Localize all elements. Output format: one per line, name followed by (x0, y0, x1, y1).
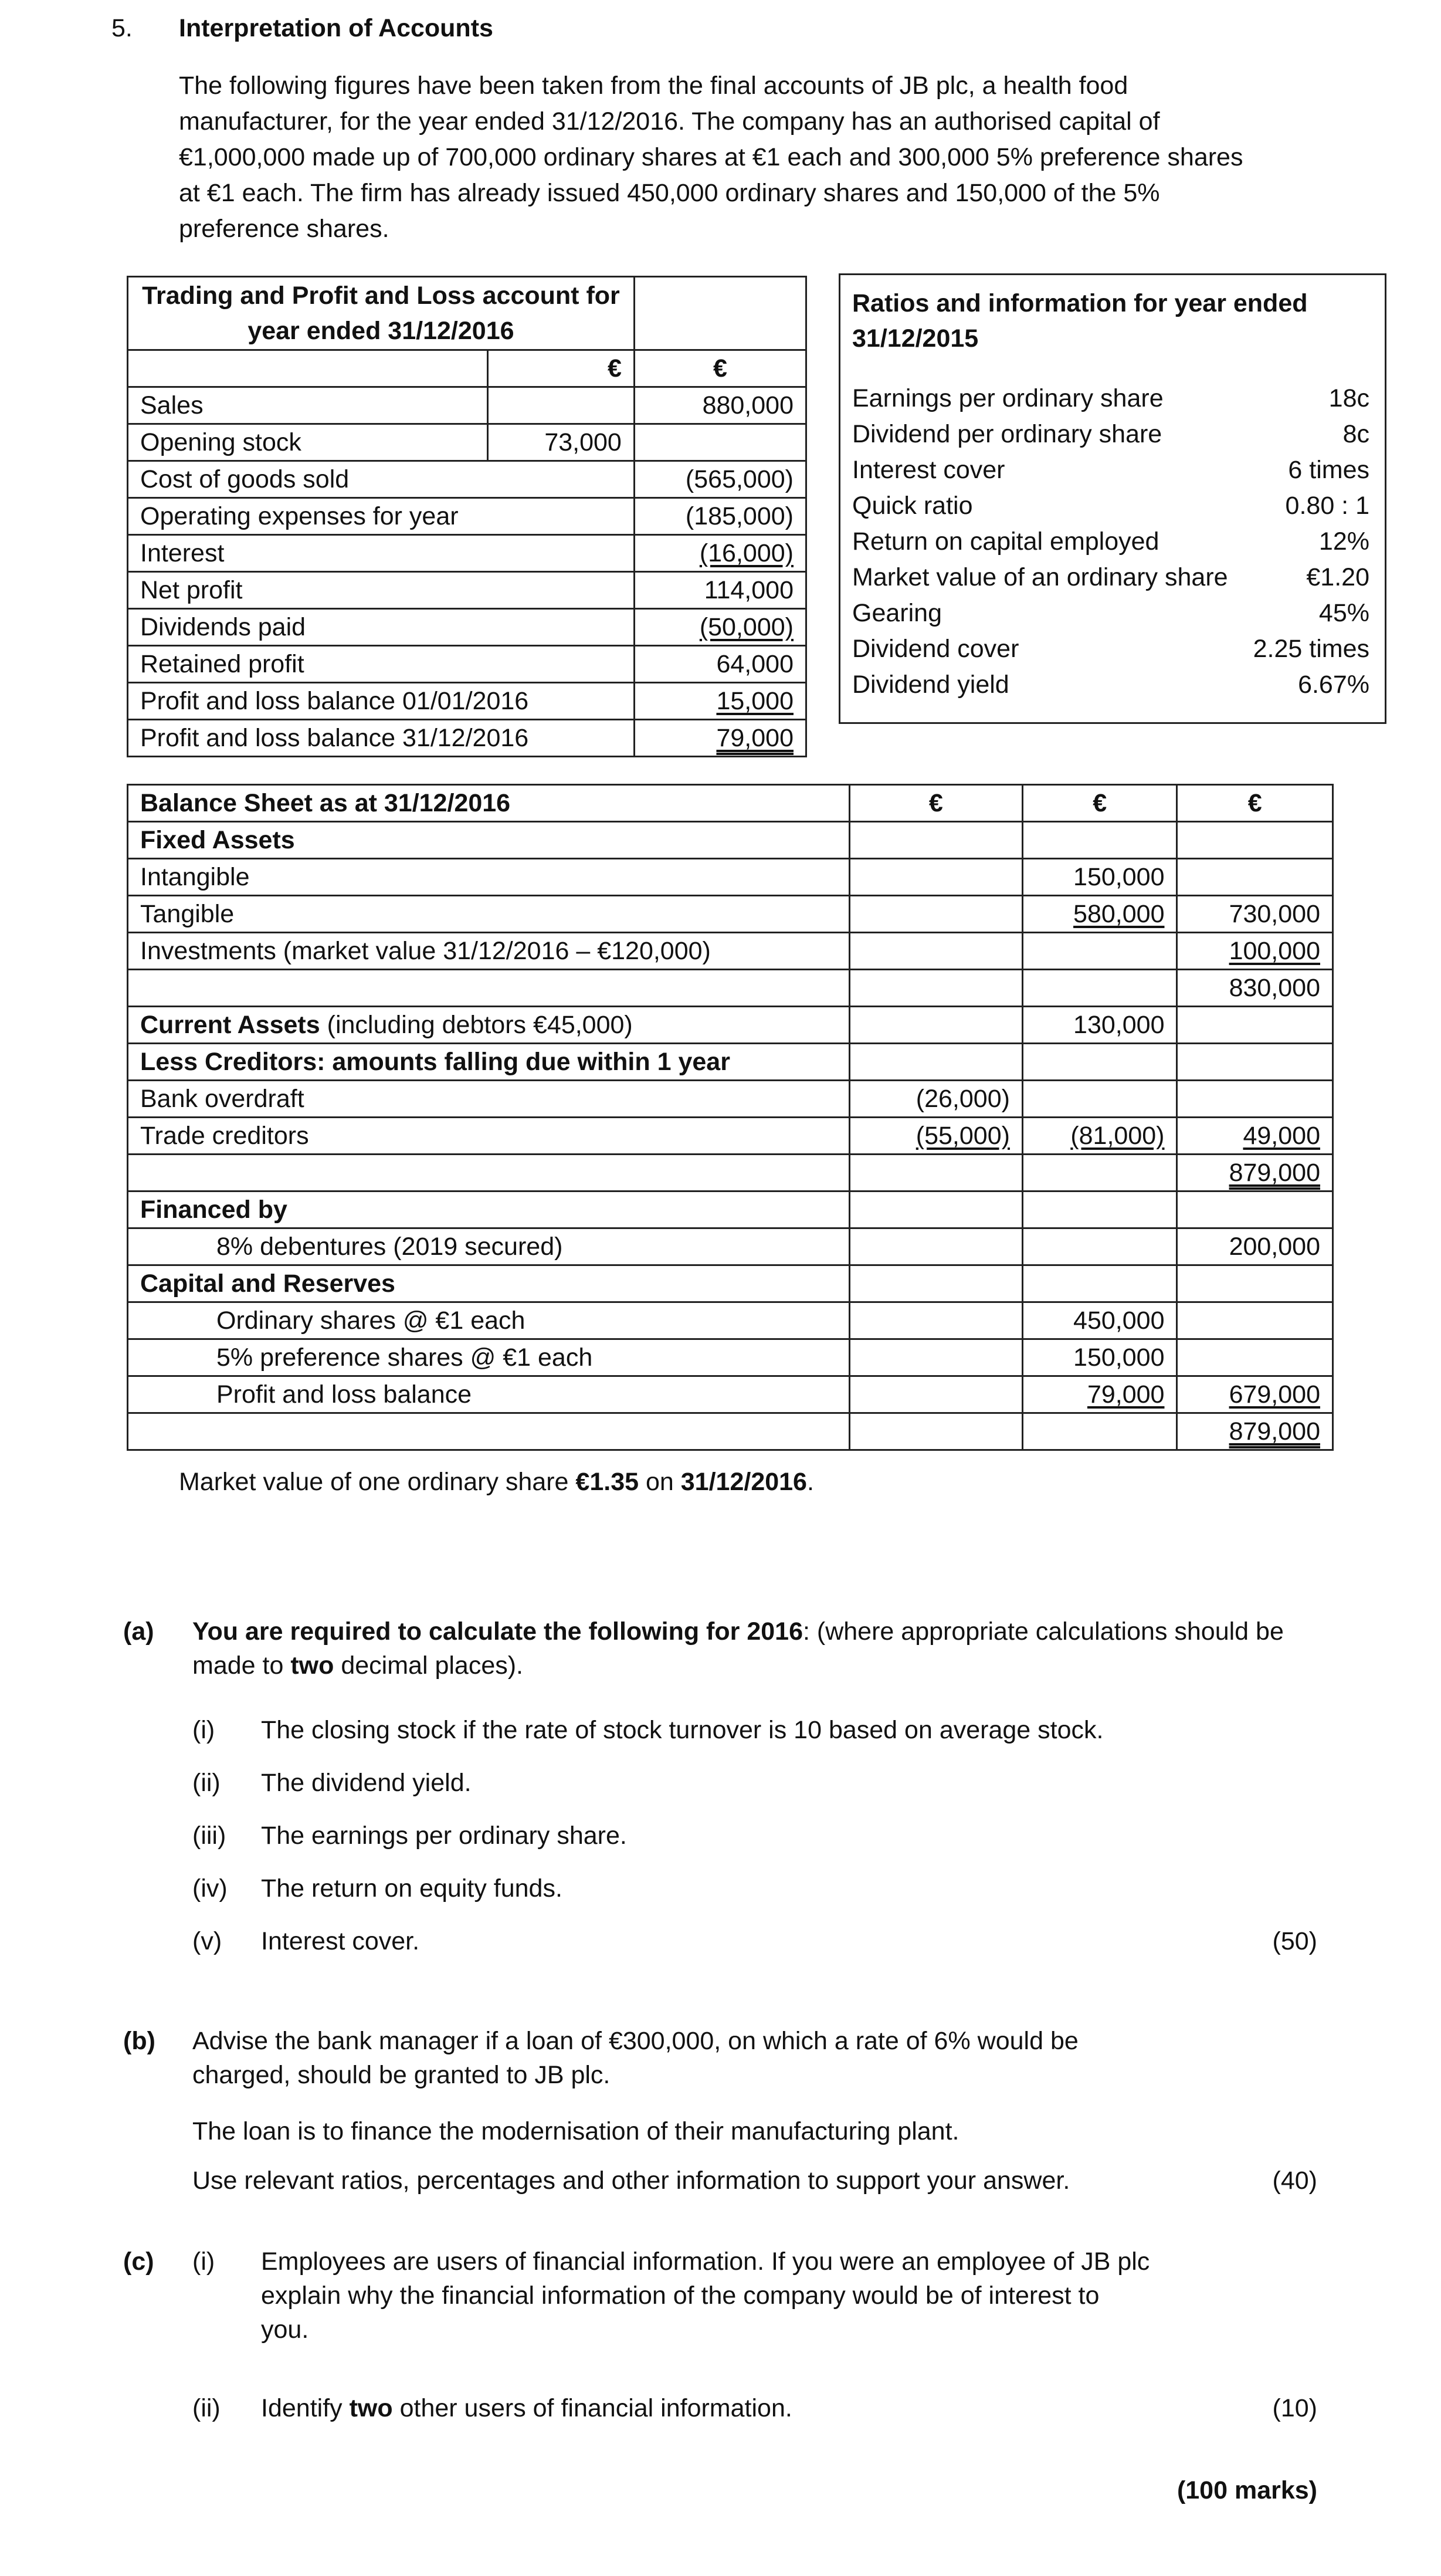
ratios-title-line2: 31/12/2015 (852, 324, 979, 353)
part-a-line2-bold: two (290, 1651, 334, 1680)
part-c-i-text (261, 2245, 1317, 2347)
trading-title-line1: Trading and Profit and Loss account for (142, 282, 620, 310)
bs-cell (849, 1376, 1022, 1413)
ratio-label: Earnings per ordinary share (852, 384, 1164, 412)
bs-cell (1177, 1007, 1333, 1044)
bs-current-assets-bold: Current Assets (140, 1011, 320, 1039)
part-a-item-num: (i) (192, 1716, 215, 1744)
part-c-ii-post: other users of financial information. (392, 2394, 792, 2422)
trading-row-value (634, 609, 806, 646)
part-a-item-num: (ii) (192, 1769, 221, 1797)
bs-cell (849, 1413, 1022, 1450)
trading-row (128, 461, 806, 498)
trading-row-label: Net profit (128, 572, 635, 609)
part-a-marks: (50) (1272, 1927, 1317, 1955)
bs-cell (1022, 1081, 1177, 1118)
bs-currency: € (1022, 785, 1177, 822)
bs-cell (849, 933, 1022, 970)
market-note-date: 31/12/2016 (680, 1468, 807, 1496)
bs-capital-reserves-heading: Capital and Reserves (128, 1265, 850, 1302)
part-b-text (192, 2024, 1307, 2092)
bs-pl-balance-label: Profit and loss balance (128, 1376, 850, 1413)
bs-current-assets-label (128, 1007, 850, 1044)
bs-cell (849, 896, 1022, 933)
bs-cell (128, 1155, 850, 1191)
ratios-title-line1: Ratios and information for year ended (852, 289, 1308, 317)
trading-row-label: Profit and loss balance 01/01/2016 (128, 683, 635, 720)
part-b-line2: charged, should be granted to JB plc. (192, 2061, 611, 2089)
bs-cell (849, 822, 1022, 859)
bs-cell (1022, 970, 1177, 1007)
bs-total-net-assets (1177, 1155, 1333, 1191)
ratio-value: 6 times (1288, 456, 1369, 484)
ratio-label: Dividend yield (852, 671, 1009, 699)
part-a-label: (a) (123, 1617, 154, 1646)
part-c-ii-bold: two (349, 2394, 393, 2422)
bs-cell (1177, 1191, 1333, 1228)
bs-intangible-label: Intangible (128, 859, 850, 896)
part-c-marks: (10) (1272, 2394, 1317, 2422)
ratios-title (852, 286, 1369, 356)
trading-row-label: Interest (128, 535, 635, 572)
trading-currency-right: € (634, 350, 806, 387)
bs-cell (1177, 859, 1333, 896)
part-c-i-line1: Employees are users of financial information. If you were an employee of JB plc (261, 2247, 1150, 2276)
trading-row-label: Cost of goods sold (128, 461, 635, 498)
bs-tangible-value (1022, 896, 1177, 933)
ratio-row (852, 381, 1369, 417)
part-c-i-line3: you. (261, 2316, 309, 2344)
trading-table-title (128, 277, 635, 350)
bs-cell (849, 1302, 1022, 1339)
trading-row-value: 114,000 (634, 572, 806, 609)
part-a-line2-pre: made to (192, 1651, 291, 1680)
ratio-row (852, 595, 1369, 631)
part-b-marks: (40) (1272, 2167, 1317, 2195)
balance-sheet-title: Balance Sheet as at 31/12/2016 (128, 785, 850, 822)
bs-cell (128, 1413, 850, 1450)
ratio-row (852, 417, 1369, 452)
bs-debentures-value: 200,000 (1177, 1228, 1333, 1265)
ratio-value: 8c (1342, 420, 1369, 448)
bs-value-text: (55,000) (916, 1122, 1010, 1150)
bs-value-text: 679,000 (1229, 1380, 1320, 1409)
bs-value-text: 580,000 (1073, 900, 1165, 928)
bs-cell (1177, 822, 1333, 859)
bs-trade-creditors-value (849, 1118, 1022, 1155)
ratio-row (852, 452, 1369, 488)
bs-ordinary-shares-label: Ordinary shares @ €1 each (128, 1302, 850, 1339)
trading-row-value: 64,000 (634, 646, 806, 683)
part-c-ii-num: (ii) (192, 2394, 221, 2422)
ratio-value: 12% (1318, 527, 1369, 556)
bs-fixed-total: 830,000 (1177, 970, 1333, 1007)
trading-row-value (634, 720, 806, 757)
bs-cell (849, 970, 1022, 1007)
intro-line: preference shares. (179, 215, 389, 243)
ratio-row (852, 560, 1369, 595)
bs-current-assets-value: 130,000 (1022, 1007, 1177, 1044)
trading-pl-table (127, 276, 807, 757)
trading-value-text: (16,000) (699, 539, 794, 567)
part-a-item-text: The closing stock if the rate of stock turnover is 10 based on average stock. (261, 1716, 1104, 1744)
market-note-value: €1.35 (575, 1468, 639, 1496)
ratios-box (839, 273, 1386, 724)
part-a-line1-bold: You are required to calculate the following for 2016 (192, 1617, 803, 1646)
question-number: 5. (111, 14, 133, 42)
part-c-label: (c) (123, 2247, 154, 2276)
trading-row-label: Profit and loss balance 31/12/2016 (128, 720, 635, 757)
market-note-mid: on (639, 1468, 681, 1496)
bs-capital-total (1177, 1376, 1333, 1413)
trading-row (128, 424, 806, 461)
bs-cell (1022, 1044, 1177, 1081)
intro-line: €1,000,000 made up of 700,000 ordinary shares at €1 each and 300,000 5% preference shares (179, 143, 1243, 171)
market-note-post: . (806, 1468, 814, 1496)
bs-cell (849, 1044, 1022, 1081)
ratio-label: Market value of an ordinary share (852, 563, 1228, 591)
bs-net-current-assets (1177, 1118, 1333, 1155)
bs-value-text: 879,000 (1229, 1159, 1320, 1187)
bs-investments-label: Investments (market value 31/12/2016 – €120,000) (128, 933, 850, 970)
bs-value-text: (81,000) (1070, 1122, 1165, 1150)
market-note-pre: Market value of one ordinary share (179, 1468, 576, 1496)
trading-row-mid: 73,000 (488, 424, 635, 461)
part-a-item-num: (iv) (192, 1874, 228, 1903)
trading-value-text: (50,000) (699, 613, 794, 641)
bs-cell (849, 859, 1022, 896)
total-marks: (100 marks) (1176, 2476, 1317, 2504)
trading-currency-mid: € (488, 350, 635, 387)
trading-value-text: 15,000 (716, 687, 794, 715)
bs-pref-shares-label: 5% preference shares @ €1 each (128, 1339, 850, 1376)
trading-currency-blank (128, 350, 488, 387)
part-b-line3: The loan is to finance the modernisation of their manufacturing plant. (192, 2117, 959, 2145)
ratio-value: €1.20 (1306, 563, 1369, 591)
ratio-value: 45% (1318, 599, 1369, 627)
market-value-note (179, 1464, 814, 1499)
trading-row (128, 572, 806, 609)
ratio-row (852, 524, 1369, 560)
bs-fixed-subtotal: 730,000 (1177, 896, 1333, 933)
bs-value-text: 49,000 (1243, 1122, 1320, 1150)
bs-current-assets-rest: (including debtors €45,000) (320, 1011, 633, 1039)
trading-row (128, 609, 806, 646)
ratio-label: Interest cover (852, 456, 1005, 484)
part-a-item-num: (v) (192, 1927, 222, 1955)
bs-less-creditors-heading: Less Creditors: amounts falling due within 1 year (128, 1044, 850, 1081)
part-c-ii-pre: Identify (261, 2394, 350, 2422)
bs-value-text: 79,000 (1087, 1380, 1165, 1409)
part-a-item-text: The dividend yield. (261, 1769, 472, 1797)
bs-cell (849, 1339, 1022, 1376)
trading-row-label: Operating expenses for year (128, 498, 635, 535)
part-c-i-line2: explain why the financial information of the company would be of interest to (261, 2281, 1100, 2310)
bs-value-text: 879,000 (1229, 1417, 1320, 1446)
ratio-label: Gearing (852, 599, 942, 627)
ratio-value: 18c (1328, 384, 1369, 412)
bs-cell (1177, 1044, 1333, 1081)
bs-cell (128, 970, 850, 1007)
bs-investments-value (1177, 933, 1333, 970)
intro-paragraph (179, 68, 1340, 247)
trading-row (128, 683, 806, 720)
bs-cell (1177, 1265, 1333, 1302)
part-b-line1: Advise the bank manager if a loan of €300,000, on which a rate of 6% would be (192, 2027, 1079, 2055)
bs-bank-overdraft-label: Bank overdraft (128, 1081, 850, 1118)
trading-row (128, 498, 806, 535)
ratio-value: 6.67% (1298, 671, 1369, 699)
bs-cell (1022, 1191, 1177, 1228)
part-c-i-num: (i) (192, 2247, 215, 2276)
trading-row (128, 535, 806, 572)
trading-row-value: 880,000 (634, 387, 806, 424)
part-a-line2-post: decimal places). (334, 1651, 524, 1680)
bs-debentures-label: 8% debentures (2019 secured) (128, 1228, 850, 1265)
bs-grand-total (1177, 1413, 1333, 1450)
bs-cell (849, 1155, 1022, 1191)
part-a-item-text: Interest cover. (261, 1927, 420, 1955)
bs-cell (849, 1007, 1022, 1044)
bs-cell (1022, 933, 1177, 970)
trading-row-value: (185,000) (634, 498, 806, 535)
bs-tangible-label: Tangible (128, 896, 850, 933)
balance-sheet-table (127, 784, 1334, 1451)
ratio-value: 0.80 : 1 (1285, 492, 1369, 520)
ratio-label: Dividend cover (852, 635, 1019, 663)
ratio-row (852, 667, 1369, 703)
intro-line: The following figures have been taken from the final accounts of JB plc, a health food (179, 72, 1128, 100)
bs-financed-by-heading: Financed by (128, 1191, 850, 1228)
bs-pl-balance-value (1022, 1376, 1177, 1413)
trading-title-line2: year ended 31/12/2016 (247, 317, 514, 345)
bs-creditors-total (1022, 1118, 1177, 1155)
ratio-label: Quick ratio (852, 492, 973, 520)
bs-cell (1022, 822, 1177, 859)
bs-pref-shares-value: 150,000 (1022, 1339, 1177, 1376)
bs-fixed-assets-heading: Fixed Assets (128, 822, 850, 859)
part-b-label: (b) (123, 2027, 155, 2055)
bs-currency: € (849, 785, 1022, 822)
part-b-line4: Use relevant ratios, percentages and other information to support your answer. (192, 2167, 1070, 2195)
intro-line: manufacturer, for the year ended 31/12/2016. The company has an authorised capital of (179, 107, 1160, 136)
part-a-item-text: The return on equity funds. (261, 1874, 562, 1903)
trading-row-value (634, 424, 806, 461)
ratio-row (852, 488, 1369, 524)
ratio-label: Dividend per ordinary share (852, 420, 1162, 448)
ratio-value: 2.25 times (1253, 635, 1369, 663)
bs-intangible-value: 150,000 (1022, 859, 1177, 896)
bs-ordinary-shares-value: 450,000 (1022, 1302, 1177, 1339)
bs-value-text: 100,000 (1229, 937, 1320, 965)
bs-cell (849, 1228, 1022, 1265)
trading-value-text: 79,000 (716, 724, 794, 752)
bs-cell (1022, 1228, 1177, 1265)
bs-cell (1022, 1413, 1177, 1450)
part-a-line1-rest: : (where appropriate calculations should be (803, 1617, 1284, 1646)
trading-row-mid (488, 387, 635, 424)
trading-row (128, 720, 806, 757)
question-title: Interpretation of Accounts (179, 14, 493, 42)
bs-cell (1177, 1302, 1333, 1339)
bs-trade-creditors-label: Trade creditors (128, 1118, 850, 1155)
part-a-item-num: (iii) (192, 1822, 226, 1850)
part-c-ii-text (261, 2391, 792, 2425)
trading-header-blank (634, 277, 806, 350)
trading-row-label: Retained profit (128, 646, 635, 683)
trading-row-label: Dividends paid (128, 609, 635, 646)
bs-cell (1022, 1155, 1177, 1191)
bs-bank-overdraft-value: (26,000) (849, 1081, 1022, 1118)
bs-cell (849, 1265, 1022, 1302)
trading-row-value (634, 683, 806, 720)
ratio-row (852, 631, 1369, 667)
trading-row (128, 646, 806, 683)
part-a-item-text: The earnings per ordinary share. (261, 1822, 627, 1850)
trading-row-value: (565,000) (634, 461, 806, 498)
bs-currency: € (1177, 785, 1333, 822)
bs-cell (1177, 1081, 1333, 1118)
part-a-instructions (192, 1614, 1354, 1683)
trading-row-value (634, 535, 806, 572)
intro-line: at €1 each. The firm has already issued 450,000 ordinary shares and 150,000 of the 5% (179, 179, 1160, 207)
trading-row (128, 387, 806, 424)
bs-cell (1177, 1339, 1333, 1376)
trading-row-label: Sales (128, 387, 488, 424)
bs-cell (1022, 1265, 1177, 1302)
ratio-label: Return on capital employed (852, 527, 1159, 556)
trading-row-label: Opening stock (128, 424, 488, 461)
bs-cell (849, 1191, 1022, 1228)
